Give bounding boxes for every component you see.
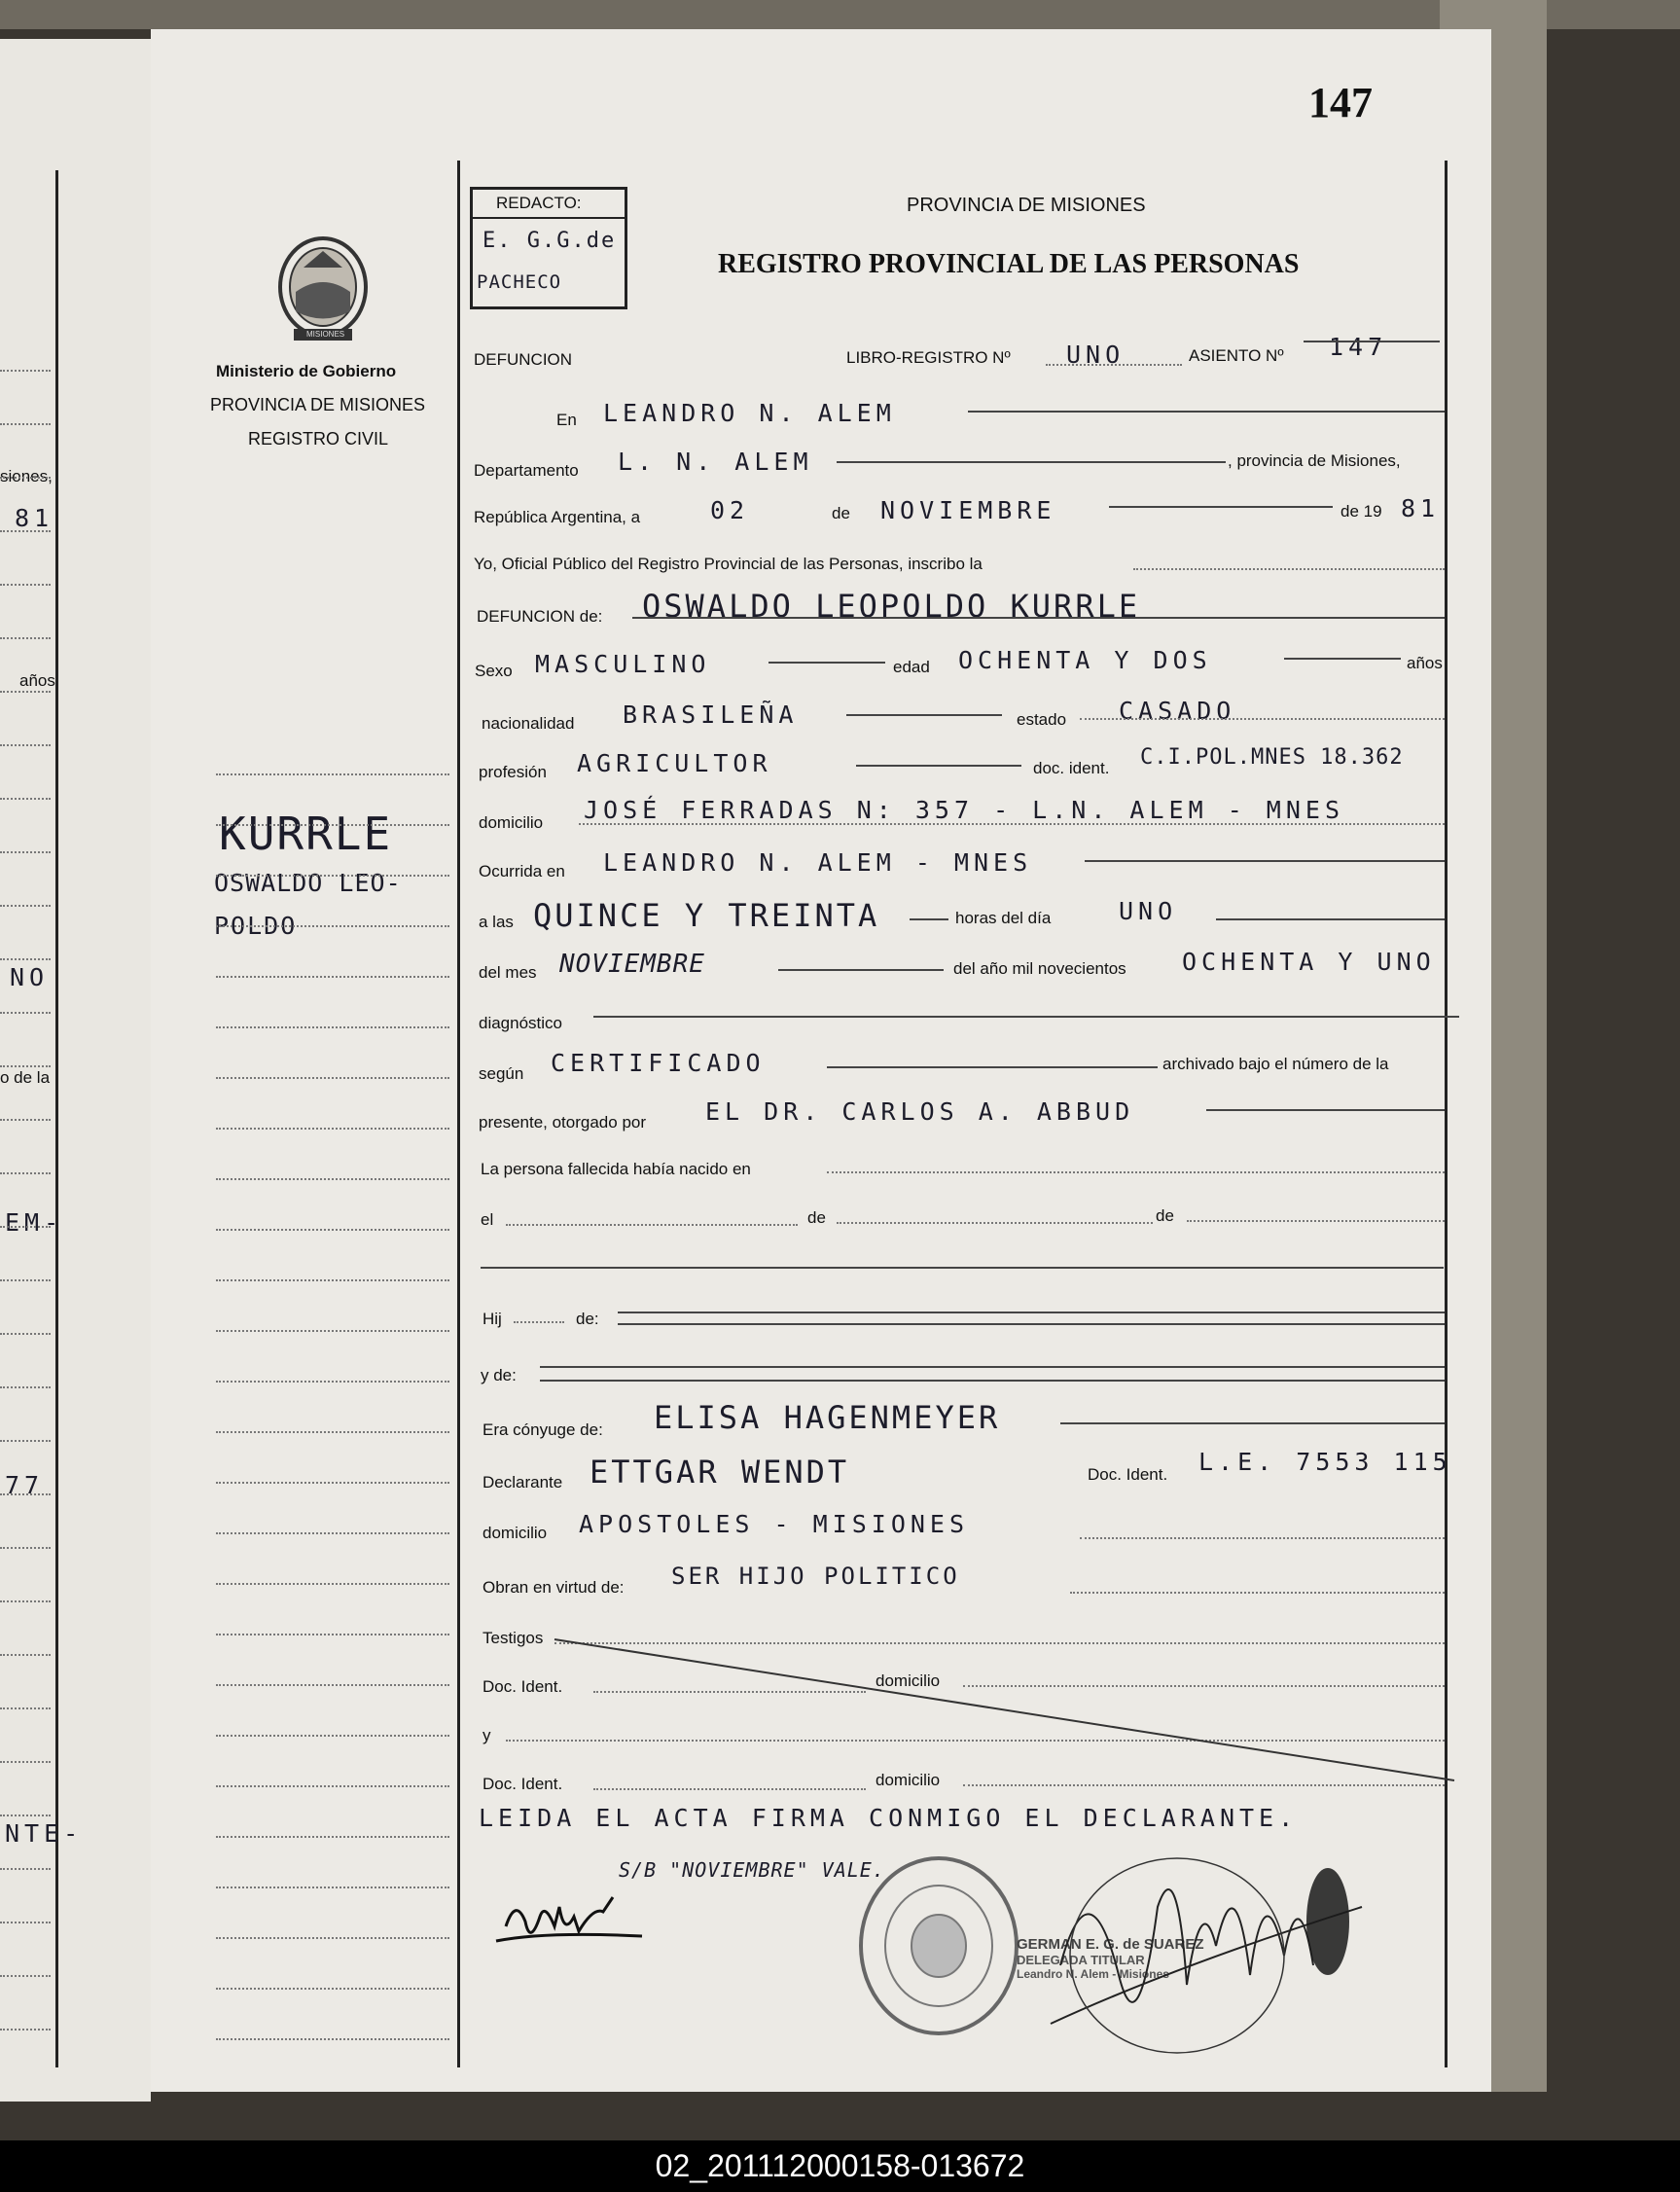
yde-label: y de: [481, 1366, 517, 1384]
ruled-line [0, 1065, 51, 1067]
redacto-box [470, 187, 627, 309]
image-caption: 02_201112000158-013672 [0, 2140, 1680, 2192]
ruled-line [216, 1836, 449, 1838]
ruled-line [0, 370, 51, 372]
de19-label: de 19 [1340, 502, 1382, 521]
anio-mil-value: OCHENTA Y UNO [1182, 948, 1436, 976]
left-fragment: siones, [0, 467, 53, 485]
obran-label: Obran en virtud de: [483, 1578, 625, 1597]
de2-label: de [1156, 1206, 1174, 1225]
ruled-line [0, 851, 51, 853]
ruled-line [0, 477, 51, 479]
segun-label: según [479, 1064, 524, 1083]
ruled-line [0, 798, 51, 800]
asiento-label: ASIENTO Nº [1189, 346, 1284, 365]
republica-label: República Argentina, a [474, 508, 641, 526]
redacto-value: E. G.G.de [483, 229, 617, 253]
docident2-label: Doc. Ident. [483, 1775, 563, 1793]
anio-mil-label: del año mil novecientos [953, 959, 1126, 978]
margin-name-line3: POLDO [214, 912, 298, 940]
archivado-label: archivado bajo el número de la [1162, 1055, 1389, 1073]
stamp-role: DELEGADA TITULAR [1017, 1953, 1145, 1967]
ruled-line [216, 1128, 449, 1130]
ruled-line [216, 1431, 449, 1433]
stamp-name: GERMAN E. G. de SUAREZ [1017, 1936, 1204, 1953]
redacto-label: REDACTO: [496, 194, 582, 212]
ruled-line [0, 691, 51, 693]
ruled-line [0, 1815, 51, 1816]
estado-value: CASADO [1119, 697, 1236, 725]
stamp-location: Leandro N. Alem - Misiones [1017, 1967, 1169, 1981]
ruled-line [216, 1229, 449, 1231]
dom-t1-label: domicilio [876, 1671, 941, 1690]
ruled-line [216, 773, 449, 775]
ruled-line [0, 1333, 51, 1335]
anio-value: 81 [1401, 494, 1441, 522]
profesion-value: AGRICULTOR [577, 749, 772, 777]
presente-value: EL DR. CARLOS A. ABBUD [705, 1097, 1135, 1126]
declarante-doc-label: Doc. Ident. [1088, 1465, 1168, 1484]
left-fragment: 77 [5, 1471, 45, 1499]
doc-value: C.I.POL.MNES 18.362 [1140, 745, 1404, 770]
redacto-value: PACHECO [477, 271, 562, 293]
asiento-value: 147 [1329, 333, 1388, 361]
nacido-label: La persona fallecida había nacido en [481, 1160, 751, 1178]
ministry-province: PROVINCIA DE MISIONES [210, 395, 426, 414]
ruled-line [216, 1887, 449, 1888]
cancel-diagonal-line [545, 1635, 1459, 1790]
ruled-line [216, 1785, 449, 1787]
doc-label: doc. ident. [1033, 759, 1110, 777]
ruled-line [0, 1600, 51, 1602]
dia-value: 02 [710, 496, 750, 524]
edad-label: edad [893, 658, 930, 676]
ruled-line [216, 1178, 449, 1180]
ruled-line [0, 958, 51, 960]
dom2-label: domicilio [483, 1524, 548, 1542]
ocurrida-label: Ocurrida en [479, 862, 565, 880]
margin-surname: KURRLE [219, 808, 393, 860]
ruled-line [0, 1226, 51, 1228]
ruled-line [0, 2029, 51, 2030]
de1-label: de [807, 1208, 826, 1227]
el-label: el [481, 1210, 494, 1229]
ministry-registry: REGISTRO CIVIL [248, 429, 389, 449]
ruled-line [0, 423, 51, 425]
obran-value: SER HIJO POLITICO [671, 1563, 960, 1590]
nacionalidad-value: BRASILEÑA [623, 701, 799, 729]
ruled-line [216, 1937, 449, 1939]
ruled-line [0, 1761, 51, 1763]
ruled-line [216, 875, 449, 877]
ruled-line [0, 1654, 51, 1656]
ruled-line [216, 1279, 449, 1281]
header-province: PROVINCIA DE MISIONES [907, 195, 1146, 216]
dom2-value: APOSTOLES - MISIONES [579, 1510, 970, 1538]
defuncion-label: DEFUNCION de: [477, 607, 603, 626]
sexo-label: Sexo [475, 662, 513, 680]
mes-value: NOVIEMBRE [880, 496, 1056, 524]
declarant-signature [486, 1878, 661, 1965]
ruled-line [0, 530, 51, 532]
de-label: de [832, 504, 850, 522]
ruled-line [216, 1988, 449, 1990]
domicilio-label: domicilio [479, 813, 544, 832]
docident1-label: Doc. Ident. [483, 1677, 563, 1696]
ruled-line [216, 824, 449, 826]
ruled-line [0, 1119, 51, 1121]
declarante-doc-value: L.E. 7553 115 [1198, 1448, 1452, 1476]
departamento-value: L. N. ALEM [618, 448, 813, 476]
sb-value: S/B "NOVIEMBRE" VALE. [619, 1858, 885, 1882]
ruled-line [0, 637, 51, 639]
ruled-line [0, 1707, 51, 1709]
header-registry: REGISTRO PROVINCIAL DE LAS PERSONAS [718, 249, 1300, 279]
ruled-line [216, 1482, 449, 1484]
left-fragment: o de la [0, 1068, 51, 1087]
declarante-label: Declarante [483, 1473, 563, 1491]
ruled-line [216, 2038, 449, 2040]
domicilio-value: JOSÉ FERRADAS N: 357 - L.N. ALEM - MNES [584, 796, 1344, 824]
margin-name-line2: OSWALDO LEO- [214, 869, 402, 897]
dom-t2-label: domicilio [876, 1771, 941, 1789]
ruled-line [216, 925, 449, 927]
ruled-line [216, 1684, 449, 1686]
ruled-line [0, 1279, 51, 1281]
provincia-label: , provincia de Misiones, [1228, 451, 1401, 470]
departamento-label: Departamento [474, 461, 579, 480]
margin-rule [457, 161, 460, 2067]
ministry-title: Ministerio de Gobierno [216, 362, 397, 380]
ruled-line [216, 1026, 449, 1028]
left-fragment: NTE- [5, 1819, 84, 1848]
testigos-label: Testigos [483, 1629, 544, 1647]
segun-value: CERTIFICADO [551, 1049, 766, 1077]
sexo-value: MASCULINO [535, 650, 711, 678]
ruled-line [216, 1381, 449, 1383]
ruled-line [216, 1735, 449, 1737]
diagnostico-label: diagnóstico [479, 1014, 563, 1032]
profesion-label: profesión [479, 763, 547, 781]
ruled-line [216, 1077, 449, 1079]
act-type-label: DEFUNCION [474, 350, 573, 369]
ruled-line [0, 744, 51, 746]
left-fragment: EM- [5, 1208, 64, 1237]
conyuge-label: Era cónyuge de: [483, 1420, 603, 1439]
left-fragment: 81 [15, 504, 54, 532]
left-fragment: años [19, 671, 55, 690]
ruled-line [0, 1386, 51, 1388]
ruled-line [0, 905, 51, 907]
ruled-line [216, 1583, 449, 1585]
ruled-line [0, 1012, 51, 1014]
ruled-line [216, 1330, 449, 1332]
leida-value: LEIDA EL ACTA FIRMA CONMIGO EL DECLARANTE. [479, 1804, 1299, 1832]
book-top-shadow [0, 0, 1680, 29]
ruled-line [0, 1868, 51, 1870]
alas-value: QUINCE Y TREINTA [533, 897, 880, 934]
ruled-line [216, 976, 449, 978]
alas-label: a las [479, 913, 514, 931]
presente-label: presente, otorgado por [479, 1113, 647, 1132]
ocurrida-value: LEANDRO N. ALEM - MNES [603, 848, 1033, 877]
delmes-value: NOVIEMBRE [559, 950, 705, 979]
estado-label: estado [1017, 710, 1067, 729]
ruled-line [216, 1634, 449, 1635]
official-signature [1031, 1829, 1381, 2072]
ruled-line [0, 1493, 51, 1495]
anos-label: años [1407, 654, 1443, 672]
coat-of-arms-seal [274, 234, 372, 345]
left-fragment: NO [10, 963, 50, 991]
ruled-line [0, 584, 51, 586]
libro-value: UNO [1066, 341, 1126, 369]
ruled-line [0, 1922, 51, 1923]
ruled-line [0, 1172, 51, 1174]
edad-value: OCHENTA Y DOS [958, 646, 1212, 674]
defuncion-value: OSWALDO LEOPOLDO KURRLE [642, 588, 1141, 625]
horas-value: UNO [1119, 897, 1178, 925]
en-value: LEANDRO N. ALEM [603, 399, 896, 427]
hij-label: Hij [483, 1310, 502, 1328]
yo-label: Yo, Oficial Público del Registro Provincial de las Personas, inscribo la [474, 555, 983, 573]
conyuge-value: ELISA HAGENMEYER [654, 1399, 1001, 1436]
nacionalidad-label: nacionalidad [482, 714, 575, 733]
ruled-line [216, 1532, 449, 1534]
hij-de-label: de: [576, 1310, 599, 1328]
y-label: y [483, 1726, 491, 1744]
en-label: En [556, 411, 577, 429]
official-round-stamp [856, 1853, 1021, 2038]
page-number: 147 [1308, 79, 1373, 126]
ruled-line [0, 1440, 51, 1442]
ruled-line [0, 1547, 51, 1549]
seal-label: MISIONES [306, 330, 345, 339]
declarante-value: ETTGAR WENDT [590, 1454, 850, 1491]
delmes-label: del mes [479, 963, 537, 982]
libro-label: LIBRO-REGISTRO Nº [846, 348, 1011, 367]
ruled-line [0, 1975, 51, 1977]
left-page-margin-line [55, 170, 58, 2067]
horas-label: horas del día [955, 909, 1052, 927]
